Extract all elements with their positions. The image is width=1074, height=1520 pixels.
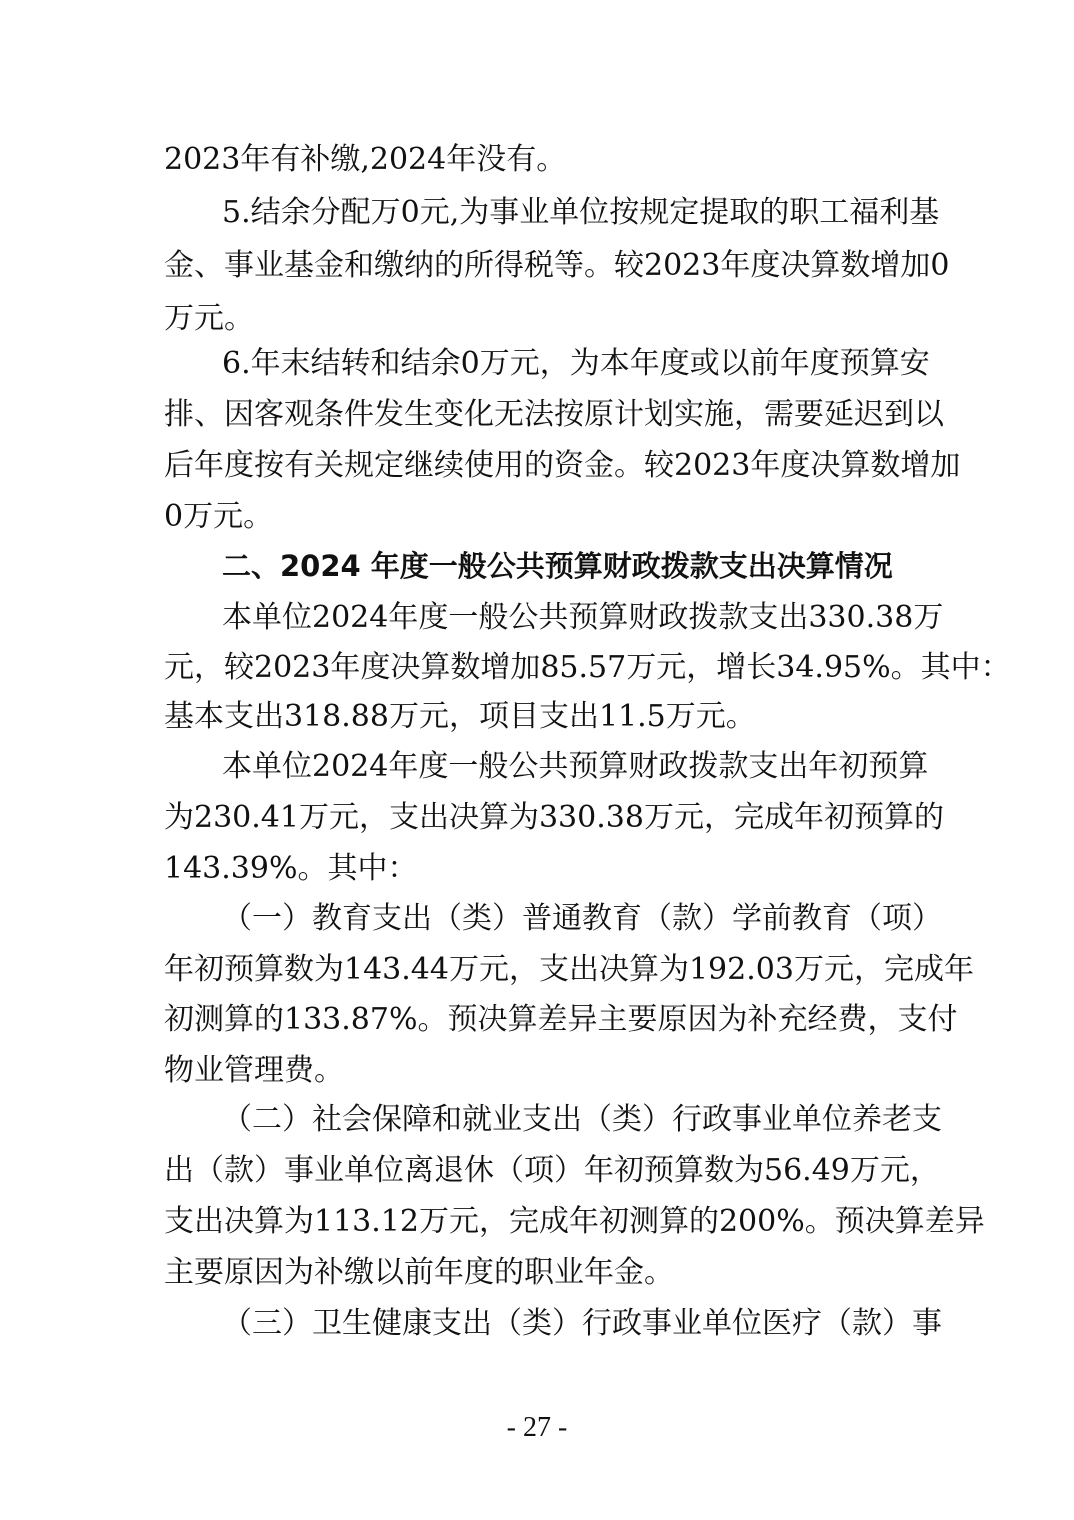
text-line: 0万元。	[164, 499, 274, 534]
text-line: 万元。	[164, 301, 254, 336]
text-line: 143.39%。其中：	[164, 851, 418, 886]
text-line: 初测算的133.87%。预决算差异主要原因为补充经费，支付	[164, 1002, 958, 1037]
text-line: 后年度按有关规定继续使用的资金。较2023年度决算数增加	[164, 448, 961, 483]
text-line: 元，较2023年度决算数增加85.57万元，增长34.95%。其中：	[164, 650, 1011, 685]
text-line: 年初预算数为143.44万元，支出决算为192.03万元，完成年	[164, 952, 974, 987]
text-line: （二）社会保障和就业支出（类）行政事业单位养老支	[222, 1102, 942, 1137]
text-line: 支出决算为113.12万元，完成年初测算的200%。预决算差异	[164, 1204, 985, 1239]
text-line: 5.结余分配万0元,为事业单位按规定提取的职工福利基	[222, 195, 940, 230]
page-number: - 27 -	[506, 1412, 568, 1443]
text-line: 基本支出318.88万元，项目支出11.5万元。	[164, 699, 756, 734]
text-line: 出（款）事业单位离退休（项）年初预算数为56.49万元，	[164, 1153, 940, 1188]
section-heading: 二、2024 年度一般公共预算财政拨款支出决算情况	[222, 549, 893, 583]
text-line: 为230.41万元，支出决算为330.38万元，完成年初预算的	[164, 800, 944, 835]
text-line: 6.年末结转和结余0万元，为本年度或以前年度预算安	[222, 346, 930, 381]
text-line: 主要原因为补缴以前年度的职业年金。	[164, 1255, 674, 1290]
text-line: 排、因客观条件发生变化无法按原计划实施，需要延迟到以	[164, 397, 944, 432]
text-line: （一）教育支出（类）普通教育（款）学前教育（项）	[222, 901, 942, 936]
text-line: （三）卫生健康支出（类）行政事业单位医疗（款）事	[222, 1306, 942, 1341]
text-line: 2023年有补缴,2024年没有。	[164, 142, 567, 177]
text-line: 金、事业基金和缴纳的所得税等。较2023年度决算数增加0	[164, 248, 950, 283]
text-line: 本单位2024年度一般公共预算财政拨款支出年初预算	[222, 749, 929, 784]
text-line: 物业管理费。	[164, 1053, 344, 1088]
text-line: 本单位2024年度一般公共预算财政拨款支出330.38万	[222, 600, 944, 635]
